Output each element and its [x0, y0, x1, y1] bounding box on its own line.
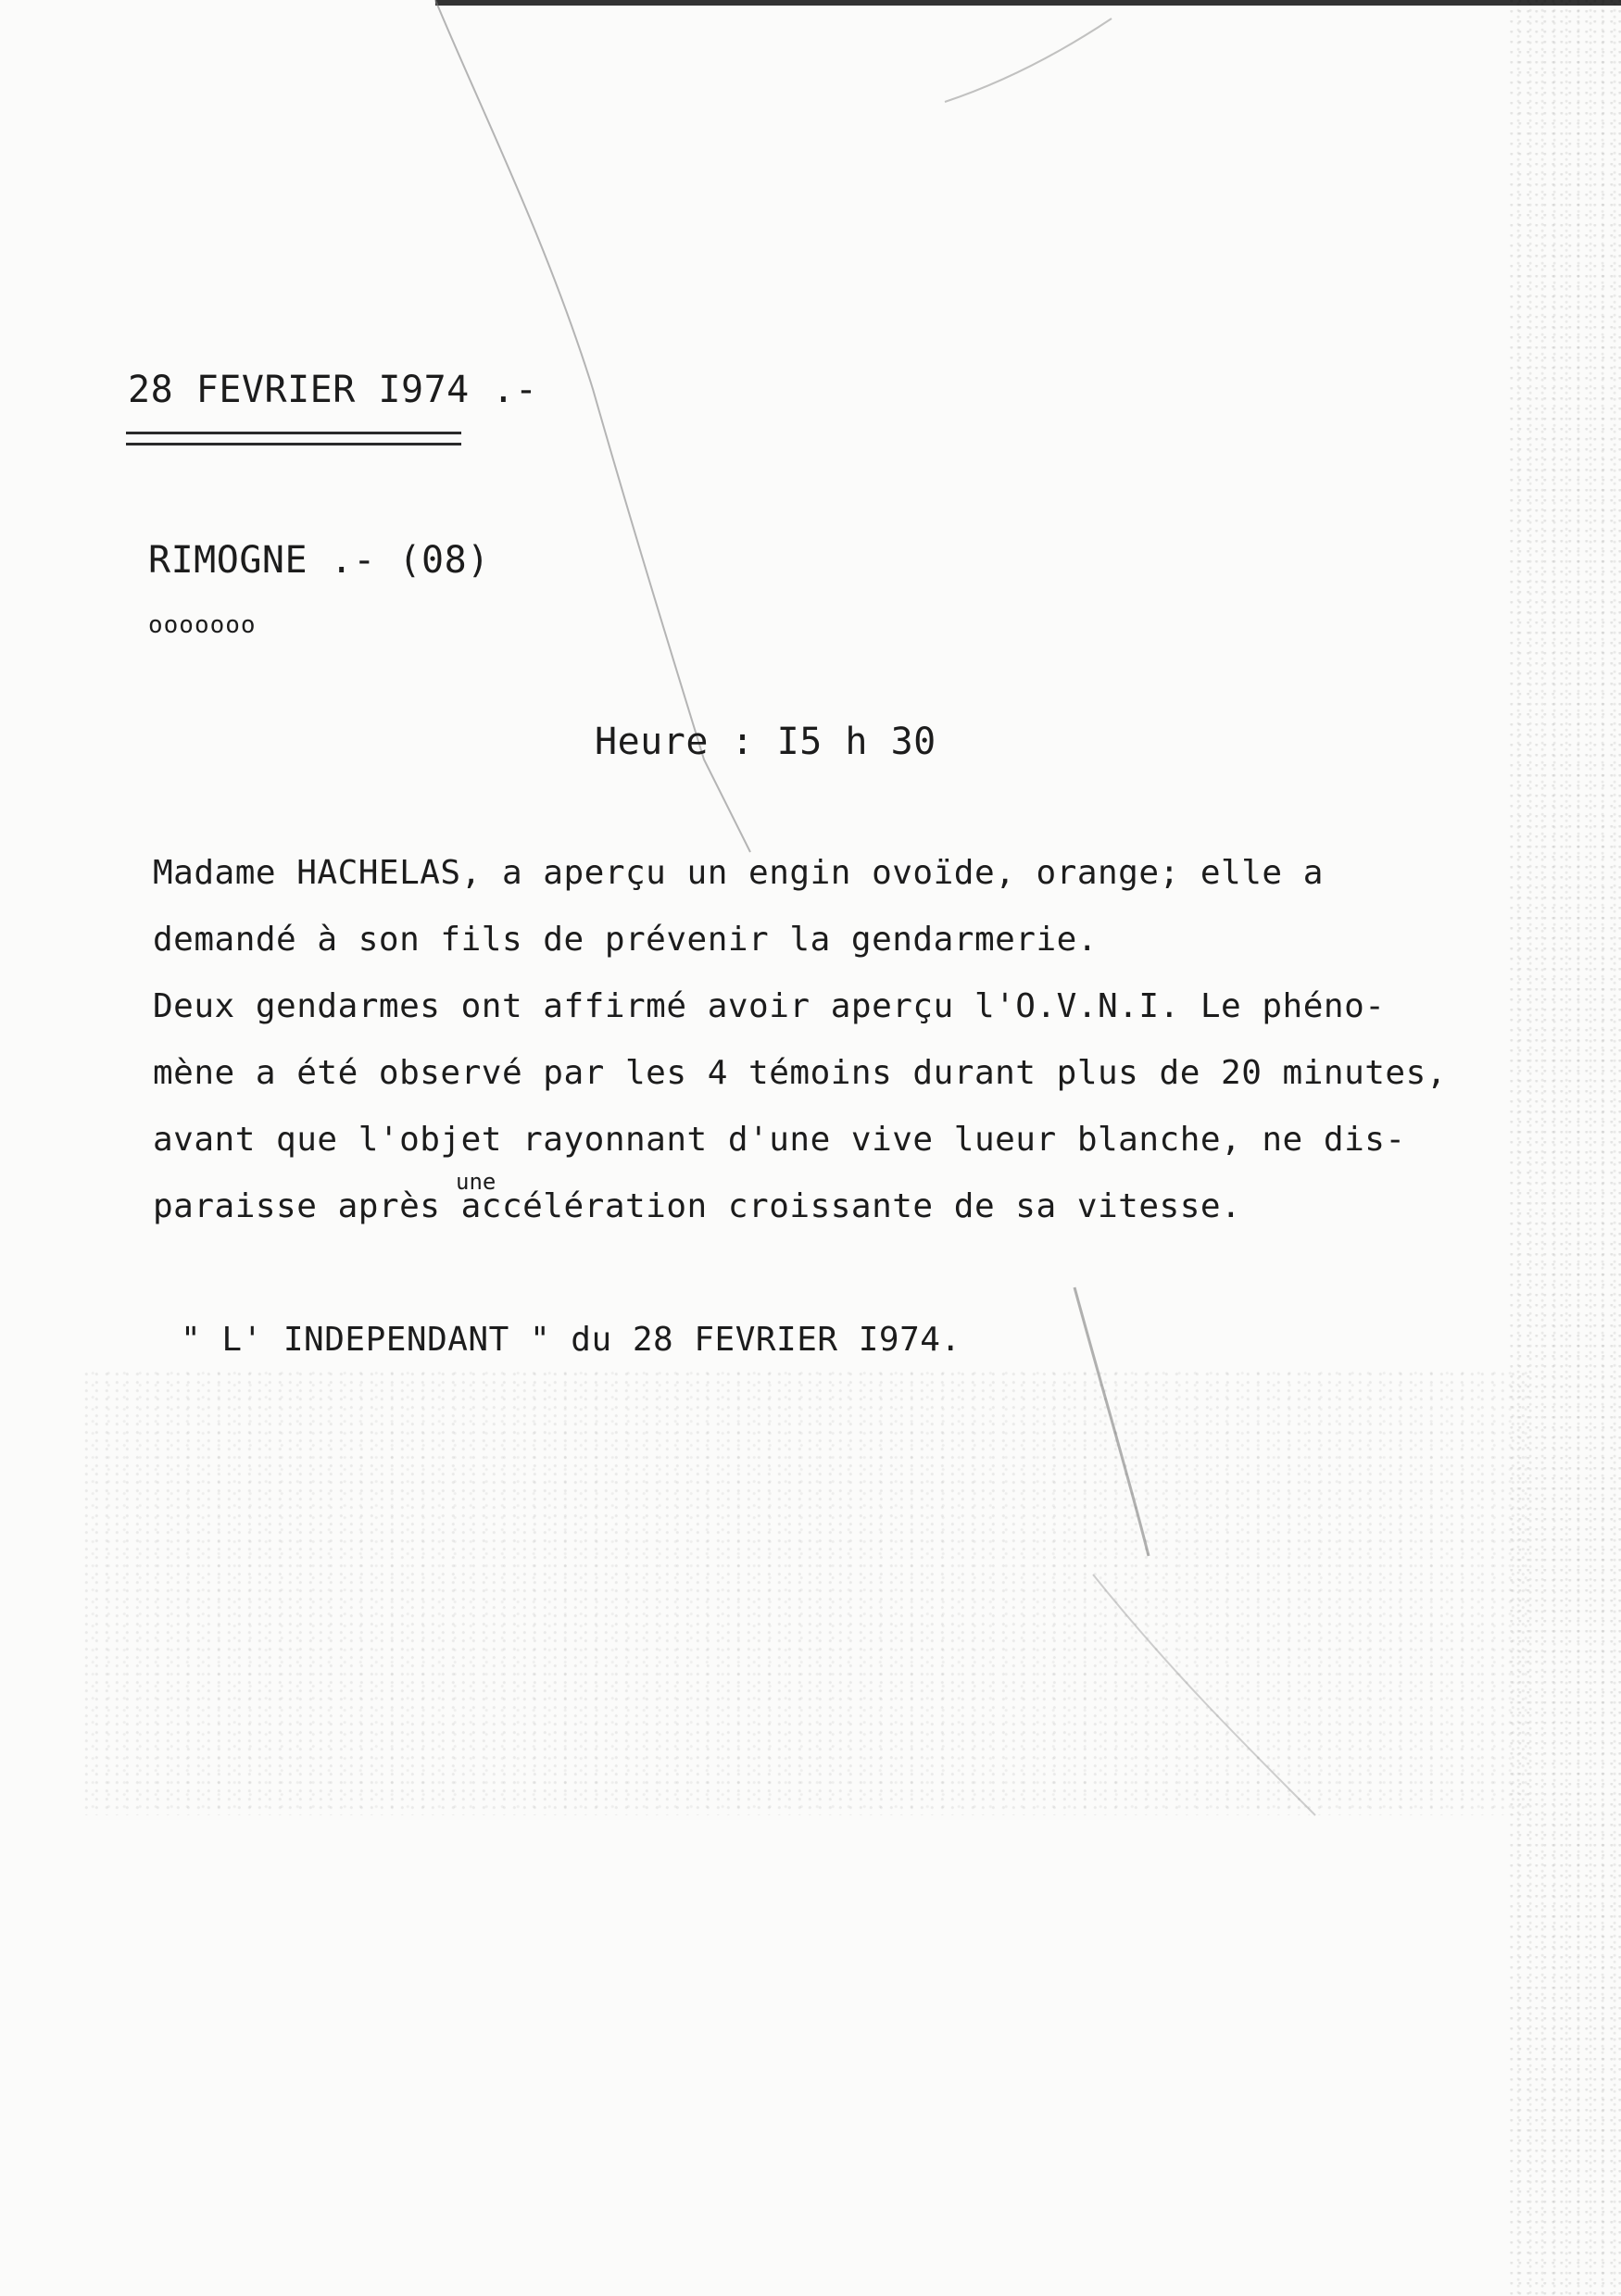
body-line: avant que l'objet rayonnant d'une vive lueur blanche, ne dis- [153, 1121, 1406, 1159]
body-line: Madame HACHELAS, a aperçu un engin ovoïde, orange; elle a [153, 854, 1324, 892]
date-heading: 28 FEVRIER I974 .- [128, 369, 538, 411]
body-line: mène a été observé par les 4 témoins durant plus de 20 minutes, [153, 1054, 1447, 1092]
body-line: Deux gendarmes ont affirmé avoir aperçu l'O.V.N.I. Le phéno- [153, 987, 1386, 1025]
handwritten-insert: une [456, 1169, 496, 1195]
body-line: demandé à son fils de prévenir la gendarmerie. [153, 921, 1098, 959]
body-line: paraisse après accélération croissante de sa vitesse. [153, 1187, 1242, 1225]
source-citation: " L' INDEPENDANT " du 28 FEVRIER I974. [181, 1321, 961, 1359]
time-line: Heure : I5 h 30 [595, 721, 936, 763]
place-heading-underline: ooooooo [148, 611, 257, 639]
place-heading: RIMOGNE .- (08) [148, 539, 490, 582]
date-heading-underline [126, 432, 461, 445]
